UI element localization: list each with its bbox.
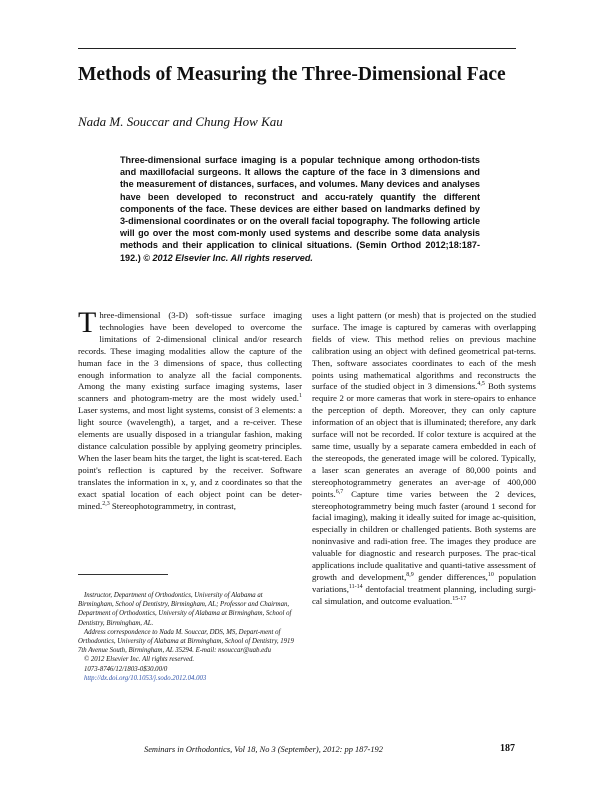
article-title: Methods of Measuring the Three-Dimensional Face: [78, 64, 506, 85]
doi-link[interactable]: http://dx.doi.org/10.1053/j.sodo.2012.04.003: [84, 674, 207, 682]
reference-link[interactable]: 6,7: [335, 488, 344, 495]
body-text: dentofacial treatment planning, including surgi-cal simulation, and outcome evaluation.: [312, 583, 536, 606]
header-rule: [78, 48, 516, 49]
footnote-correspondence: Address correspondence to Nada M. Souccar, DDS, MS, Depart-ment of Orthodontics, University of Alabama at Birmingham, School of Dentistry, 1919 7th Avenue South, Birmingham, AL 35294. E-mail: nsouccar@uab.edu: [78, 628, 294, 655]
body-text: gender differences,: [413, 571, 488, 582]
body-column-right: [312, 310, 536, 734]
reference-link[interactable]: 10: [487, 572, 494, 579]
reference-link[interactable]: 11-14: [348, 583, 363, 590]
reference-link[interactable]: 8,9: [406, 572, 414, 579]
article-authors: Nada M. Souccar and Chung How Kau: [78, 114, 283, 129]
body-text: Stereophotogrammetry, in contrast,: [109, 500, 236, 511]
footnote-issn: 1073-8746/12/1803-0$30.00/0: [84, 665, 168, 673]
body-text: uses a light pattern (or mesh) that is projected on the studied surface. The image is captured by cameras with overlapping fields of view. This method relies on previous machine calibration using an object with defined geometrical pat-terns. Then, software associates coordinates to each of the mesh points using mathematical algorithms and reconstructs the surface of the studied object in 3 dimensions.: [312, 310, 536, 392]
abstract-body: Three-dimensional surface imaging is a popular technique among orthodon-tists and maxillofacial surgeons. It allows the capture of the face in 3 dimensions and the measurement of distances, surfaces, and volumes. Many devices and analyses have been developed to reconstruct and accu-rately quantify the different components of the face. These devices are either based on landmarks defined by 3-dimensional coordinates or on the overall facial topography. The following article will go over the most com-monly used systems and describe some data analysis methods and their application to clinical situations. (Semin Orthod 2012;18:187-192.): [120, 155, 480, 263]
reference-link[interactable]: 1: [299, 393, 302, 400]
reference-link[interactable]: 2,3: [102, 500, 110, 507]
body-text: Both systems require 2 or more cameras that work in stere-opairs to enhance the perception of depth. Moreover, they can only capture information of an object that is illuminated; therefore, any dark surface will not be recorded. If color texture is acquired at the same time, usually by a separate camera embedded in each of the stereopods, the generated image will be colored. Typically, a laser scan generates an average of 80,000 points and stereophotogrammetry generates an aver-age of 400,000 points.: [312, 381, 536, 499]
footnote-affiliation: Instructor, Department of Orthodontics, University of Alabama at Birmingham, School of Dentistry, Birmingham, AL; Professor and Chairman, Department of Orthodontics, University of Alabama at Birmingham, School of Dentistry, Birmingham, AL.: [78, 592, 292, 627]
page-number: 187: [500, 743, 515, 754]
reference-link[interactable]: 4,5: [477, 381, 485, 388]
footnote: [78, 591, 300, 683]
body-text: Laser systems, and most light systems, consist of 3 elements: a light source (wavelength), a target, and a re-ceiver. These elements are usually disposed in a triangular fashion, making distance calculation possible by applying geometry principles. When the laser beam hits the target, the light is scat-tered. Each point's reflection is captured by the receiver. Software translates the information in x, y, and z coordinates so that the exact spatial location of each object point can be deter-mined.: [78, 405, 302, 511]
footnote-rule: [78, 574, 168, 575]
drop-cap: T: [78, 310, 97, 339]
reference-link[interactable]: 15-17: [452, 595, 467, 602]
footnote-copyright: © 2012 Elsevier Inc. All rights reserved.: [84, 656, 195, 664]
body-text: population variations,: [312, 571, 536, 594]
abstract-copyright: © 2012 Elsevier Inc. All rights reserved.: [143, 252, 313, 263]
body-column-left: [78, 310, 302, 565]
journal-footer: Seminars in Orthodontics, Vol 18, No 3 (September), 2012: pp 187-192: [144, 745, 383, 754]
body-text: hree-dimensional (3-D) soft-tissue surface imaging technologies have been developed to overcome the limitations of 2-dimensional clinical and/or research records. These imaging modalities allow the capture of the human face in the 3 dimensions of space, thus collecting enough information to analyze all the facial components. Among the many existing surface imaging systems, laser scanners and photogram-metry are the most widely used.: [78, 310, 302, 404]
abstract: [120, 154, 480, 264]
body-text: Capture time varies between the 2 devices, stereophotogrammetry being much faster (around 1 second for facial imaging), making it ideally suited for image ac-quisition, especially in children or challenged patients. Both systems are noninvasive and radi-ation free. The images they produce are valuable for diagnostic and research purposes. The prac-tical applications include qualitative and quanti-tative assessment of growth and development,: [312, 488, 536, 582]
